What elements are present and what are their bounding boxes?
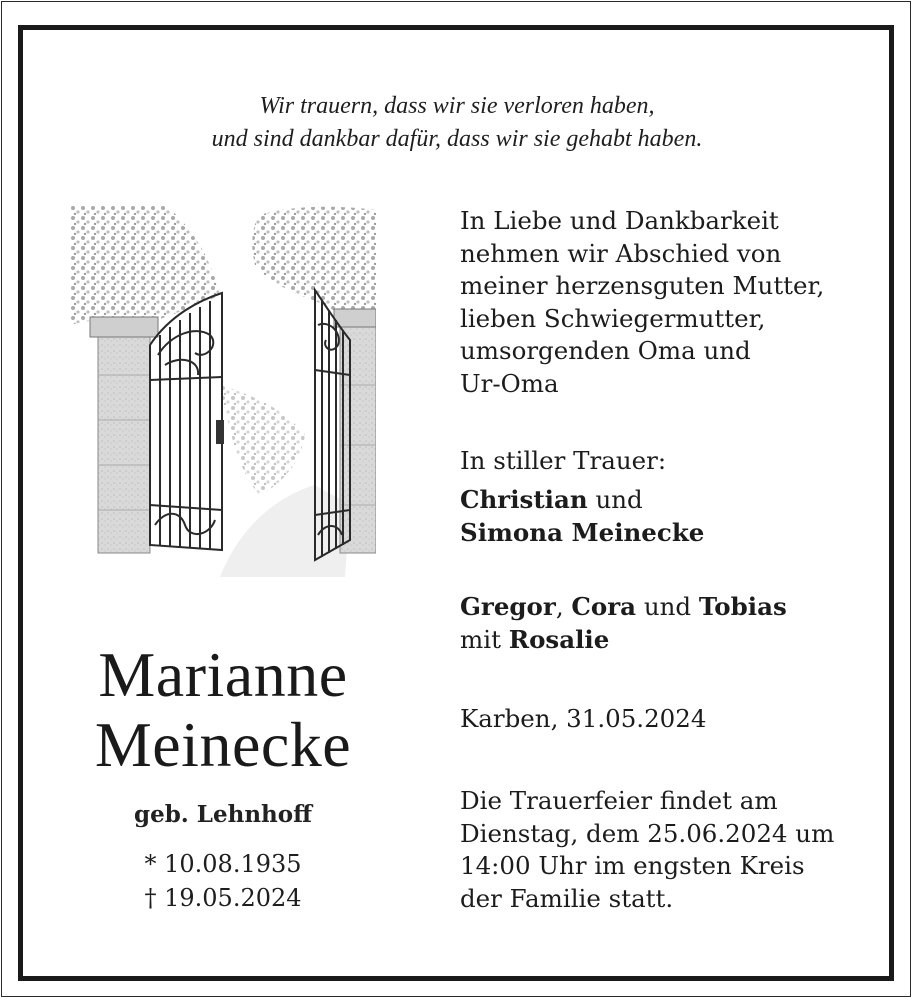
farewell-line: In Liebe und Dankbarkeit	[460, 206, 779, 235]
mourner-name: Christian	[460, 485, 588, 514]
motto-line-1: Wir trauern, dass wir sie verloren haben,	[259, 93, 655, 119]
farewell-line: meiner herzensguten Mutter,	[460, 271, 825, 300]
birth-date: 10.08.1935	[164, 850, 302, 878]
mourner-name: Cora	[571, 592, 637, 621]
place-and-date: Karben, 31.05.2024	[460, 704, 707, 733]
service-line: der Familie statt.	[460, 883, 674, 913]
deceased-last-name: Meinecke	[94, 709, 352, 780]
farewell-text	[460, 205, 824, 400]
mourner-name: Simona Meinecke	[460, 517, 705, 547]
conjunction: und	[595, 485, 643, 514]
with-prefix: mit	[460, 624, 501, 654]
birth-name: geb. Lehnhoff	[133, 801, 312, 828]
mourner-name: Tobias	[698, 592, 787, 621]
farewell-line: lieben Schwiegermutter,	[460, 303, 766, 333]
birth-date-line	[40, 848, 406, 880]
mourning-label: In stiller Trauer:	[460, 446, 667, 475]
mourner-name: Rosalie	[508, 624, 610, 654]
separator: ,	[555, 592, 564, 621]
service-line: 14:00 Uhr im engsten Kreis	[460, 851, 805, 880]
birth-star-symbol: *	[144, 850, 157, 878]
farewell-line: nehmen wir Abschied von	[460, 238, 782, 268]
funeral-service-info	[460, 785, 834, 915]
farewell-line: Ur-Oma	[460, 368, 559, 398]
death-date-line	[40, 882, 406, 914]
garden-gate-illustration	[70, 205, 376, 577]
mourners-family-1	[460, 484, 704, 549]
mourners-line	[460, 484, 704, 517]
death-cross-symbol: †	[144, 884, 157, 912]
service-line: Dienstag, dem 25.06.2024 um	[460, 818, 835, 848]
mourners-line	[460, 591, 787, 624]
mourners-family-2	[460, 591, 787, 656]
mourner-name: Gregor	[460, 592, 556, 621]
farewell-line: umsorgenden Oma und	[460, 336, 751, 365]
mourners-line	[460, 624, 787, 657]
motto-line-2: und sind dankbar dafür, dass wir sie gehabt haben.	[211, 126, 703, 152]
deceased-first-name: Marianne	[98, 639, 348, 710]
conjunction: und	[643, 592, 692, 621]
service-line: Die Trauerfeier findet am	[460, 786, 778, 815]
death-date: 19.05.2024	[164, 884, 302, 912]
